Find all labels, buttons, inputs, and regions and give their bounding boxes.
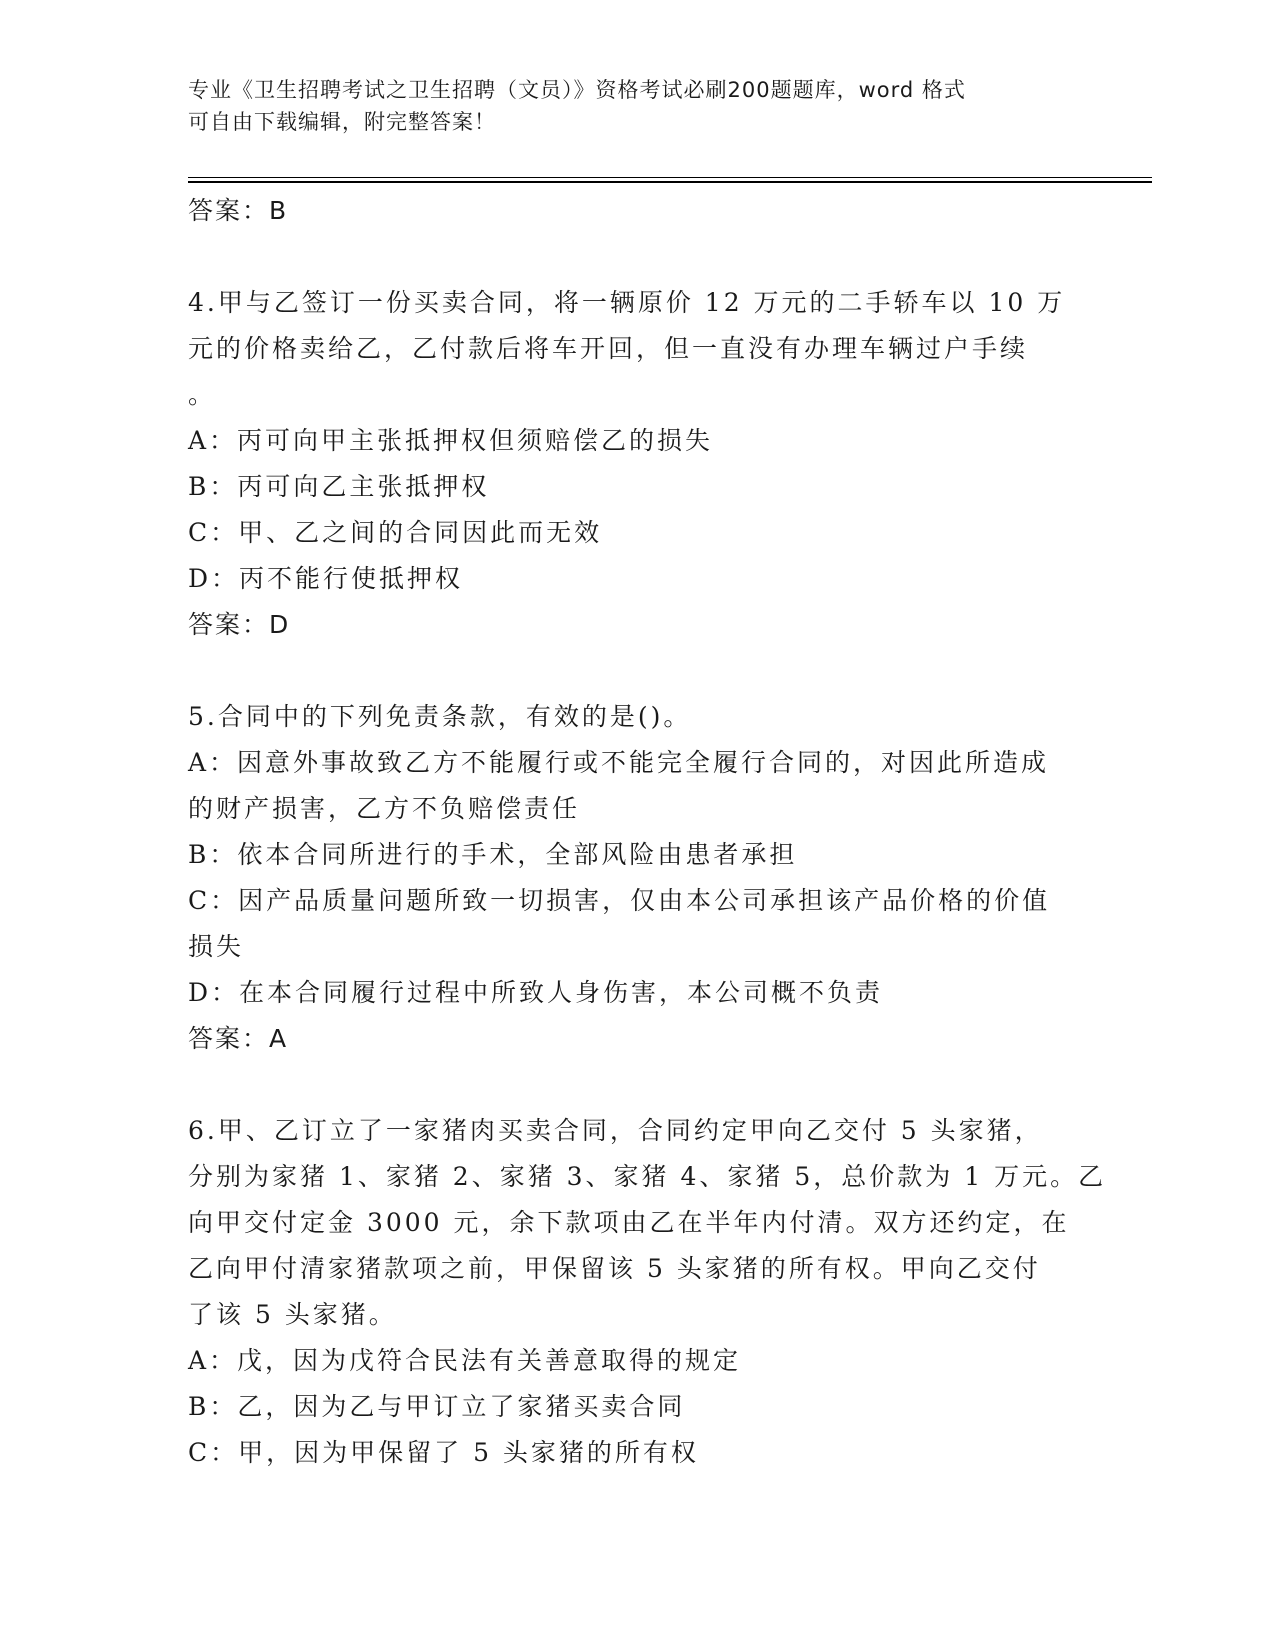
- header-line-1: 专业《卫生招聘考试之卫生招聘（文员）》资格考试必刷200题题库，word 格式: [188, 78, 966, 102]
- q6-option-b: B：乙，因为乙与甲订立了家猪买卖合同: [188, 1392, 686, 1421]
- q4-answer: 答案：D: [188, 610, 291, 639]
- q5-option-a-line-1: A：因意外事故致乙方不能履行或不能完全履行合同的，对因此所造成: [188, 748, 1050, 777]
- header-line-2: 可自由下载编辑，附完整答案！: [188, 110, 496, 134]
- q6-stem-line-2: 分别为家猪 1、家猪 2、家猪 3、家猪 4、家猪 5，总价款为 1 万元。乙: [188, 1162, 1107, 1191]
- question-5: [188, 694, 1088, 1062]
- document-header: [188, 74, 1088, 138]
- question-6: [188, 1108, 1107, 1476]
- spacer: [188, 234, 1088, 280]
- q6-stem-line-5: 了该 5 头家猪。: [188, 1300, 397, 1329]
- spacer: [188, 1062, 1088, 1108]
- q3-answer: 答案：B: [188, 196, 289, 225]
- q6-option-a: A：戊，因为戊符合民法有关善意取得的规定: [188, 1346, 742, 1375]
- q5-option-c-line-2: 损失: [188, 932, 245, 961]
- q4-stem-line-3: 。: [188, 380, 217, 409]
- q4-stem-line-2: 元的价格卖给乙，乙付款后将车开回，但一直没有办理车辆过户手续: [188, 334, 1029, 363]
- spacer: [188, 648, 1088, 694]
- q6-stem-line-3: 向甲交付定金 3000 元，余下款项由乙在半年内付清。双方还约定，在: [188, 1208, 1070, 1237]
- q4-option-c: C：甲、乙之间的合同因此而无效: [188, 518, 603, 547]
- q4-option-b: B：丙可向乙主张抵押权: [188, 472, 490, 501]
- header-divider-thin: [188, 177, 1152, 178]
- q6-stem-line-4: 乙向甲付清家猪款项之前，甲保留该 5 头家猪的所有权。甲向乙交付: [188, 1254, 1041, 1283]
- q5-stem-line-1: 5.合同中的下列免责条款，有效的是()。: [188, 702, 692, 731]
- question-4: [188, 280, 1088, 648]
- q5-option-c-line-1: C：因产品质量问题所致一切损害，仅由本公司承担该产品价格的价值: [188, 886, 1051, 915]
- q4-option-a: A：丙可向甲主张抵押权但须赔偿乙的损失: [188, 426, 714, 455]
- q5-option-d: D：在本合同履行过程中所致人身伤害，本公司概不负责: [188, 978, 884, 1007]
- q4-option-d: D：丙不能行使抵押权: [188, 564, 464, 593]
- q5-option-a-line-2: 的财产损害，乙方不负赔偿责任: [188, 794, 581, 823]
- header-divider-thick: [188, 181, 1152, 183]
- q6-option-c: C：甲，因为甲保留了 5 头家猪的所有权: [188, 1438, 699, 1467]
- q5-answer: 答案：A: [188, 1024, 289, 1053]
- q4-stem-line-1: 4.甲与乙签订一份买卖合同，将一辆原价 12 万元的二手轿车以 10 万: [188, 288, 1066, 317]
- q6-stem-line-1: 6.甲、乙订立了一家猪肉买卖合同，合同约定甲向乙交付 5 头家猪，: [188, 1116, 1043, 1145]
- document-body: [188, 188, 1107, 1476]
- q5-option-b: B：依本合同所进行的手术，全部风险由患者承担: [188, 840, 798, 869]
